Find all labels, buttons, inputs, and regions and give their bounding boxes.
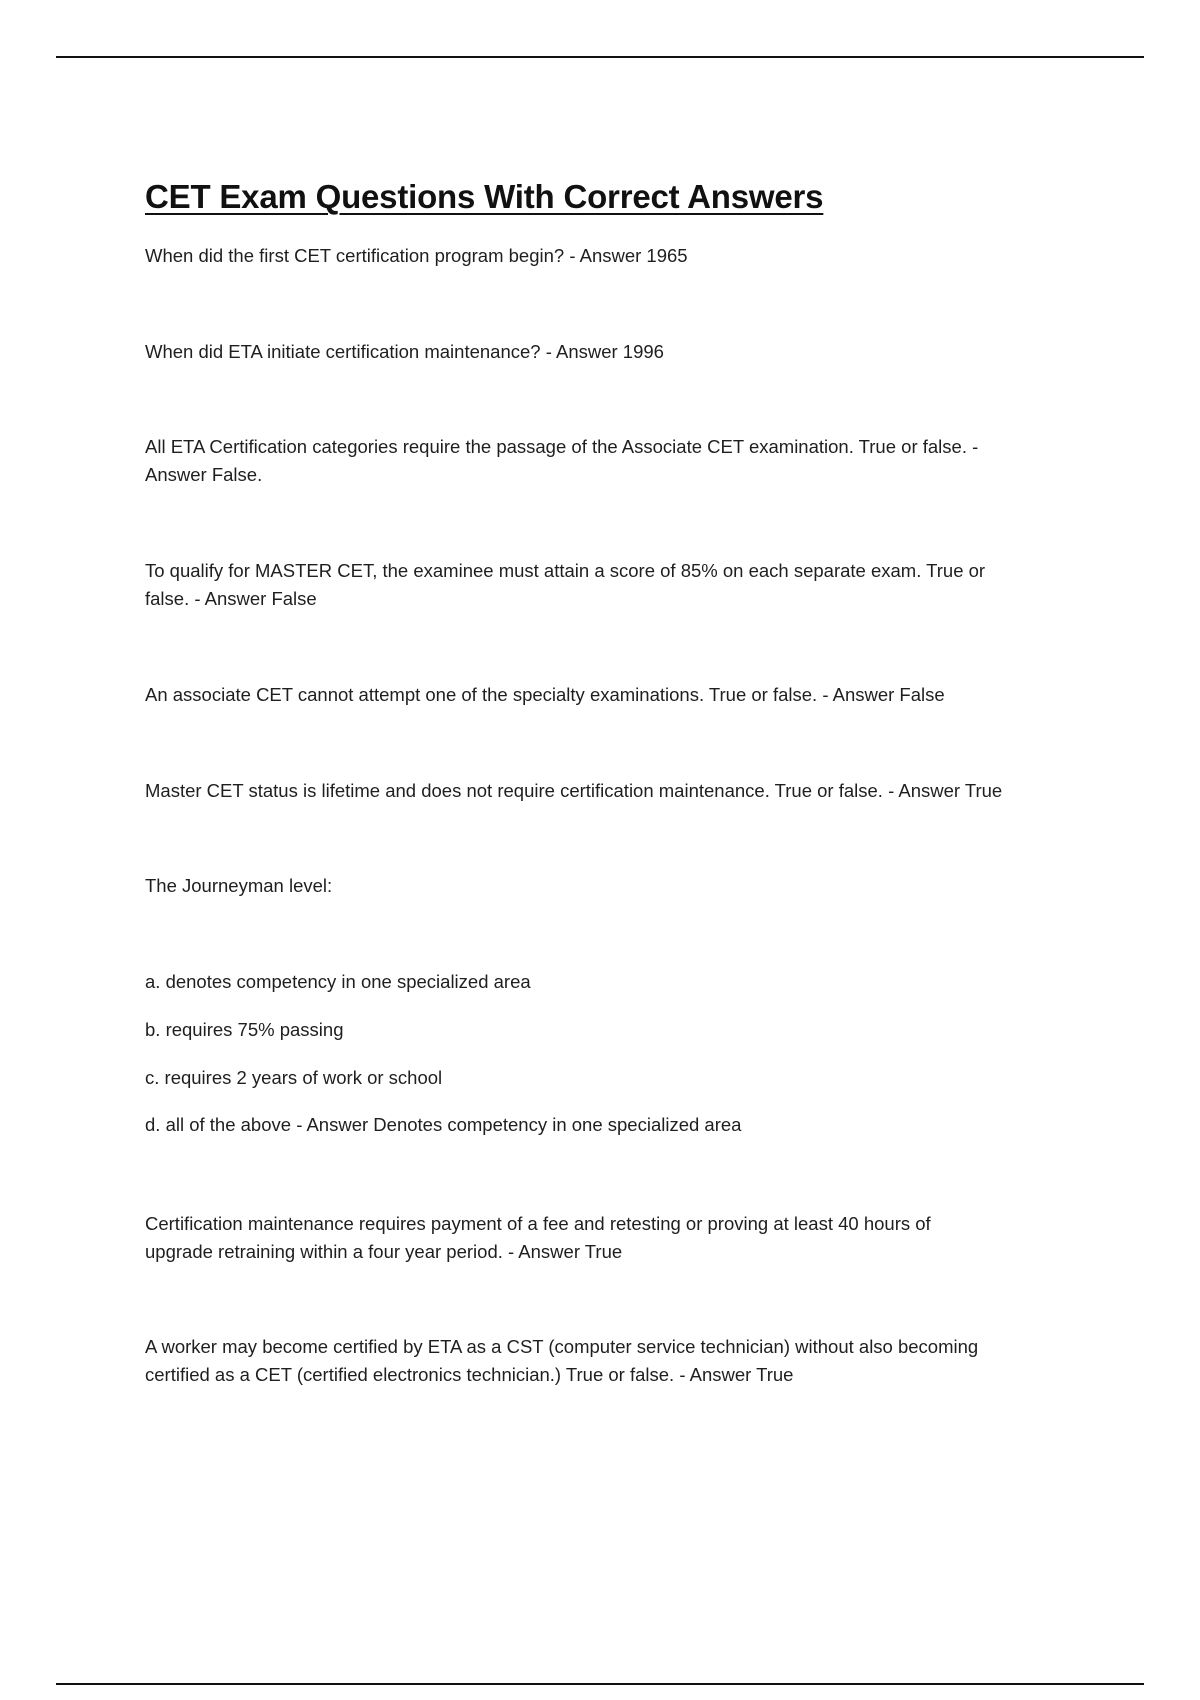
qa-line-4a: To qualify for MASTER CET, the examinee must attain a score of 85% on each separate exam. True or — [145, 560, 986, 581]
qa-line-9a: A worker may become certified by ETA as a CST (computer service technician) without also becoming — [145, 1336, 979, 1357]
qa-line-7: The Journeyman level: — [145, 875, 333, 896]
qa-line-8b: upgrade retraining within a four year period. - Answer True — [145, 1241, 623, 1262]
option-b: b. requires 75% passing — [145, 1019, 344, 1040]
qa-line-9b: certified as a CET (certified electronics technician.) True or false. - Answer True — [145, 1364, 794, 1385]
qa-line-4b: false. - Answer False — [145, 588, 317, 609]
option-a: a. denotes competency in one specialized area — [145, 971, 531, 992]
qa-line-1: When did the first CET certification program begin? - Answer 1965 — [145, 245, 688, 266]
qa-line-3a: All ETA Certification categories require the passage of the Associate CET examination. True or false. - — [145, 436, 979, 457]
top-rule — [56, 56, 1144, 58]
qa-line-2: When did ETA initiate certification maintenance? - Answer 1996 — [145, 341, 664, 362]
document-title: CET Exam Questions With Correct Answers — [145, 178, 824, 215]
qa-line-5: An associate CET cannot attempt one of the specialty examinations. True or false. - Answer False — [145, 684, 945, 705]
qa-line-6: Master CET status is lifetime and does not require certification maintenance. True or false. - Answer True — [145, 780, 1003, 801]
qa-line-8a: Certification maintenance requires payment of a fee and retesting or proving at least 40 hours of — [145, 1213, 931, 1234]
bottom-rule — [56, 1683, 1144, 1685]
option-c: c. requires 2 years of work or school — [145, 1067, 443, 1088]
qa-line-3b: Answer False. — [145, 464, 263, 485]
option-d: d. all of the above - Answer Denotes competency in one specialized area — [145, 1114, 742, 1135]
